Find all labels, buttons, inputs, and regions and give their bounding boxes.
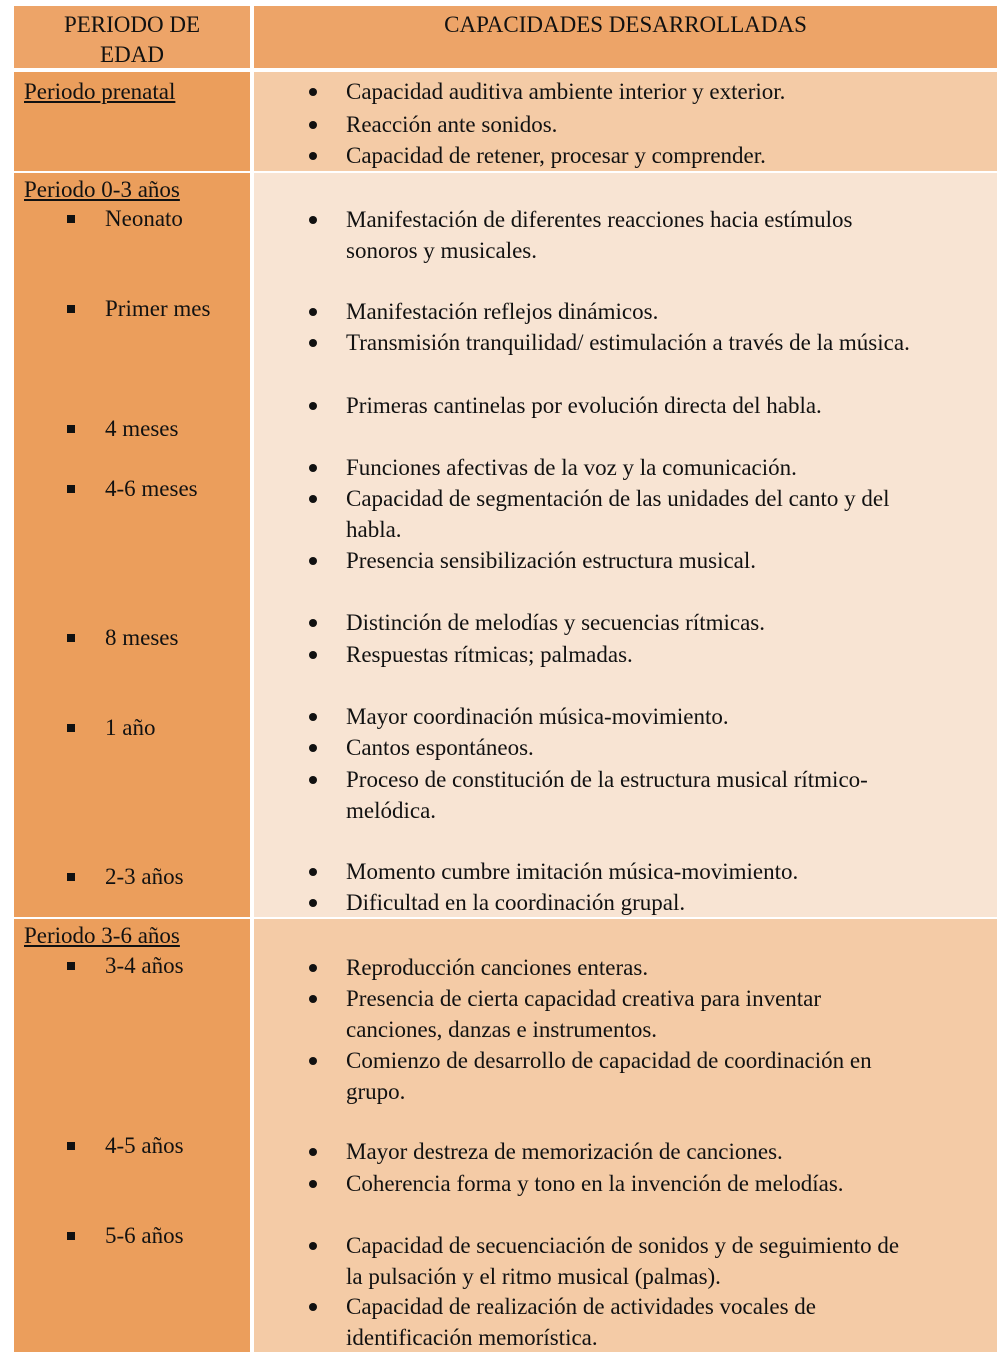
capacity-item: Comienzo de desarrollo de capacidad de coordinación en (346, 1048, 872, 1073)
bullet-dot (309, 1057, 317, 1065)
bullet-dot (309, 152, 317, 160)
capacity-item: canciones, danzas e instrumentos. (346, 1017, 658, 1042)
capacity-item: Proceso de constitución de la estructura musical rítmico- (346, 767, 868, 792)
left-cell-0-3 (14, 173, 250, 917)
stage-label: 2-3 años (105, 864, 184, 889)
stage-label: 4 meses (105, 416, 179, 441)
capacity-item: Presencia de cierta capacidad creativa para inventar (346, 986, 822, 1011)
stage-bullet-square (67, 724, 75, 732)
capacity-item: Reacción ante sonidos. (346, 112, 558, 137)
bullet-dot (309, 308, 317, 316)
bullet-dot (309, 713, 317, 721)
bullet-dot (309, 1303, 317, 1311)
bullet-dot (309, 557, 317, 565)
capacity-item: Respuestas rítmicas; palmadas. (346, 642, 633, 667)
stage-bullet-square (67, 1142, 75, 1150)
capacity-item: sonoros y musicales. (346, 238, 538, 263)
stage-label: 4-5 años (105, 1133, 184, 1158)
bullet-dot (309, 619, 317, 627)
header-cell-period (14, 6, 250, 68)
capacity-item: Reproducción canciones enteras. (346, 955, 649, 980)
bullet-dot (309, 88, 317, 96)
period-label: Periodo prenatal (24, 79, 176, 104)
capacity-item: Cantos espontáneos. (346, 735, 534, 760)
bullet-dot (309, 121, 317, 129)
bullet-dot (309, 995, 317, 1003)
bullet-dot (309, 776, 317, 784)
capacity-item: Coherencia forma y tono en la invención de melodías. (346, 1171, 844, 1196)
header-cell-capacities (254, 6, 997, 68)
stage-bullet-square (67, 215, 75, 223)
stage-label: 5-6 años (105, 1223, 184, 1248)
stage-bullet-square (67, 962, 75, 970)
capacity-item: habla. (346, 517, 402, 542)
capacity-item: Dificultad en la coordinación grupal. (346, 890, 686, 915)
capacity-item: Mayor coordinación música-movimiento. (346, 704, 729, 729)
bullet-dot (309, 1242, 317, 1250)
capacity-item: Manifestación de diferentes reacciones hacia estímulos (346, 207, 853, 232)
bullet-dot (309, 402, 317, 410)
bullet-dot (309, 1180, 317, 1188)
stage-label: 1 año (105, 715, 156, 740)
capacity-item: Distinción de melodías y secuencias rítmicas. (346, 610, 765, 635)
stage-bullet-square (67, 425, 75, 433)
header-period-line2: EDAD (100, 42, 164, 67)
period-label: Periodo 0-3 años (24, 177, 180, 202)
bullet-dot (309, 464, 317, 472)
capacity-item: Capacidad de retener, procesar y comprender. (346, 143, 766, 168)
bullet-dot (309, 651, 317, 659)
bullet-dot (309, 868, 317, 876)
bullet-dot (309, 339, 317, 347)
stage-label: 4-6 meses (105, 476, 198, 501)
bullet-dot (309, 216, 317, 224)
capacity-item: Capacidad de segmentación de las unidades del canto y del (346, 486, 890, 511)
bullet-dot (309, 964, 317, 972)
stage-label: 8 meses (105, 625, 179, 650)
capacity-item: Momento cumbre imitación música-movimiento. (346, 859, 799, 884)
capacity-item: Funciones afectivas de la voz y la comunicación. (346, 455, 797, 480)
stage-bullet-square (67, 634, 75, 642)
stage-bullet-square (67, 305, 75, 313)
stage-label: Primer mes (105, 296, 211, 321)
period-label: Periodo 3-6 años (24, 923, 180, 948)
bullet-dot (309, 899, 317, 907)
capacity-item: identificación memorística. (346, 1325, 598, 1350)
bullet-dot (309, 495, 317, 503)
capacity-item: Capacidad de realización de actividades vocales de (346, 1294, 816, 1319)
capacity-item: Mayor destreza de memorización de canciones. (346, 1139, 783, 1164)
capacity-item: melódica. (346, 798, 437, 823)
stage-label: 3-4 años (105, 953, 184, 978)
stage-bullet-square (67, 1232, 75, 1240)
capacity-item: Transmisión tranquilidad/ estimulación a través de la música. (346, 330, 910, 355)
stage-bullet-square (67, 873, 75, 881)
bullet-dot (309, 1148, 317, 1156)
capacity-item: Capacidad de secuenciación de sonidos y de seguimiento de (346, 1233, 900, 1258)
capacity-item: Presencia sensibilización estructura musical. (346, 548, 757, 573)
stage-bullet-square (67, 485, 75, 493)
capacity-item: la pulsación y el ritmo musical (palmas). (346, 1264, 721, 1289)
header-capacities: CAPACIDADES DESARROLLADAS (444, 12, 807, 37)
capacity-item: Capacidad auditiva ambiente interior y exterior. (346, 79, 786, 104)
capacity-item: Manifestación reflejos dinámicos. (346, 299, 659, 324)
bullet-dot (309, 744, 317, 752)
header-period-line1: PERIODO DE (63, 12, 201, 37)
capacity-item: grupo. (346, 1079, 406, 1104)
stage-label: Neonato (105, 206, 183, 231)
capacity-item: Primeras cantinelas por evolución directa del habla. (346, 393, 822, 418)
